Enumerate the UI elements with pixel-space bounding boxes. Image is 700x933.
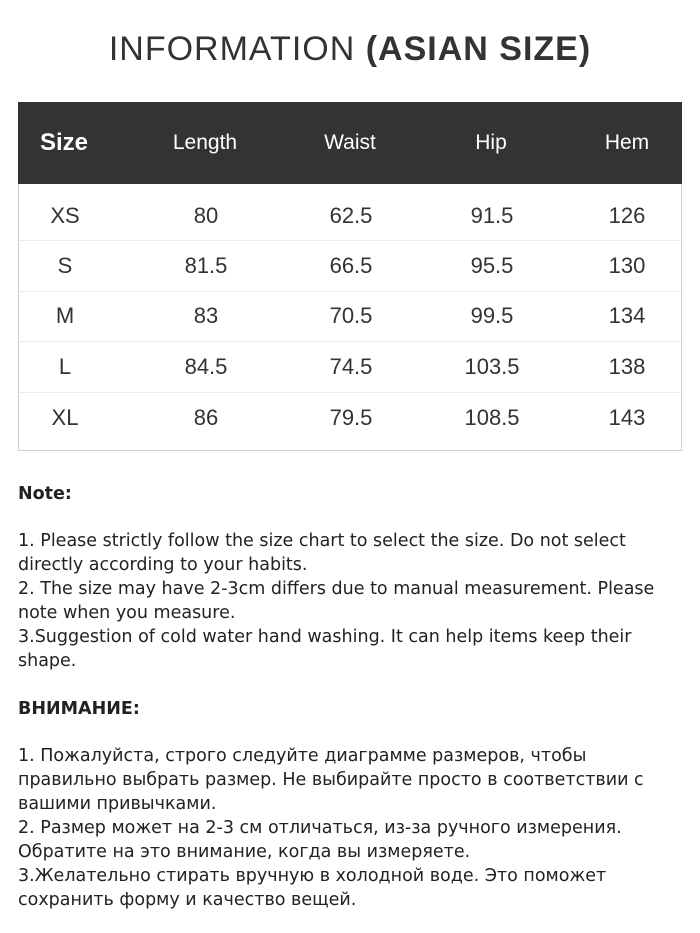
note-item-en: 1. Please strictly follow the size chart to select the size. Do not select directly according to your habits.	[18, 531, 626, 575]
note-heading-en: Note:	[18, 484, 72, 504]
note-item-ru: 2. Размер может на 2-3 см отличаться, из-за ручного измерения. Обратите на это внимание, когда вы измеряете.	[18, 818, 622, 862]
note-item-ru: 1. Пожалуйста, строго следуйте диаграмме размеров, чтобы правильно выбрать размер. Не выбирайте просто в соответствии с вашими привычками.	[18, 746, 644, 814]
cell-length: 81.5	[184, 253, 228, 279]
note-item-en: 2. The size may have 2-3cm differs due to manual measurement. Please note when you measure.	[18, 579, 655, 623]
header-waist: Waist	[324, 131, 376, 154]
note-item-ru: 3.Желательно стирать вручную в холодной воде. Это поможет сохранить форму и качество вещей.	[18, 866, 607, 910]
cell-size: M	[55, 303, 75, 329]
table-row	[19, 241, 681, 291]
note-heading-ru: ВНИМАНИЕ:	[18, 699, 140, 719]
cell-hip: 99.5	[470, 303, 514, 329]
cell-hip: 91.5	[470, 202, 514, 228]
notes-section	[18, 482, 688, 912]
cell-waist: 79.5	[329, 404, 373, 430]
table-row	[19, 393, 681, 443]
table-header	[18, 102, 682, 184]
cell-hem: 143	[608, 404, 646, 430]
cell-size: S	[57, 253, 73, 279]
table-body	[19, 191, 681, 443]
title-region: (ASIAN SIZE)	[365, 30, 592, 68]
size-chart-table	[18, 102, 682, 451]
note-item-en: 3.Suggestion of cold water hand washing. It can help items keep their shape.	[18, 627, 632, 671]
table-row	[19, 292, 681, 342]
cell-length: 83	[193, 303, 219, 329]
cell-waist: 66.5	[329, 253, 373, 279]
cell-length: 84.5	[184, 353, 228, 379]
cell-waist: 74.5	[329, 353, 373, 379]
cell-waist: 62.5	[329, 202, 373, 228]
title-main: INFORMATION	[108, 30, 356, 68]
header-length: Length	[172, 131, 238, 154]
header-hem: Hem	[604, 131, 650, 154]
cell-size: XL	[51, 404, 79, 430]
cell-hip: 108.5	[464, 404, 520, 430]
table-row	[19, 342, 681, 392]
cell-hem: 126	[608, 202, 646, 228]
cell-hip: 103.5	[464, 353, 520, 379]
table-row	[19, 191, 681, 241]
cell-length: 80	[193, 202, 219, 228]
header-hip: Hip	[475, 131, 507, 154]
cell-hem: 130	[608, 253, 646, 279]
cell-hem: 138	[608, 353, 646, 379]
page-title	[0, 30, 700, 69]
cell-size: XS	[50, 202, 80, 228]
cell-hem: 134	[608, 303, 646, 329]
cell-waist: 70.5	[329, 303, 373, 329]
cell-length: 86	[193, 404, 219, 430]
cell-hip: 95.5	[470, 253, 514, 279]
cell-size: L	[58, 353, 72, 379]
header-size: Size	[39, 129, 89, 156]
